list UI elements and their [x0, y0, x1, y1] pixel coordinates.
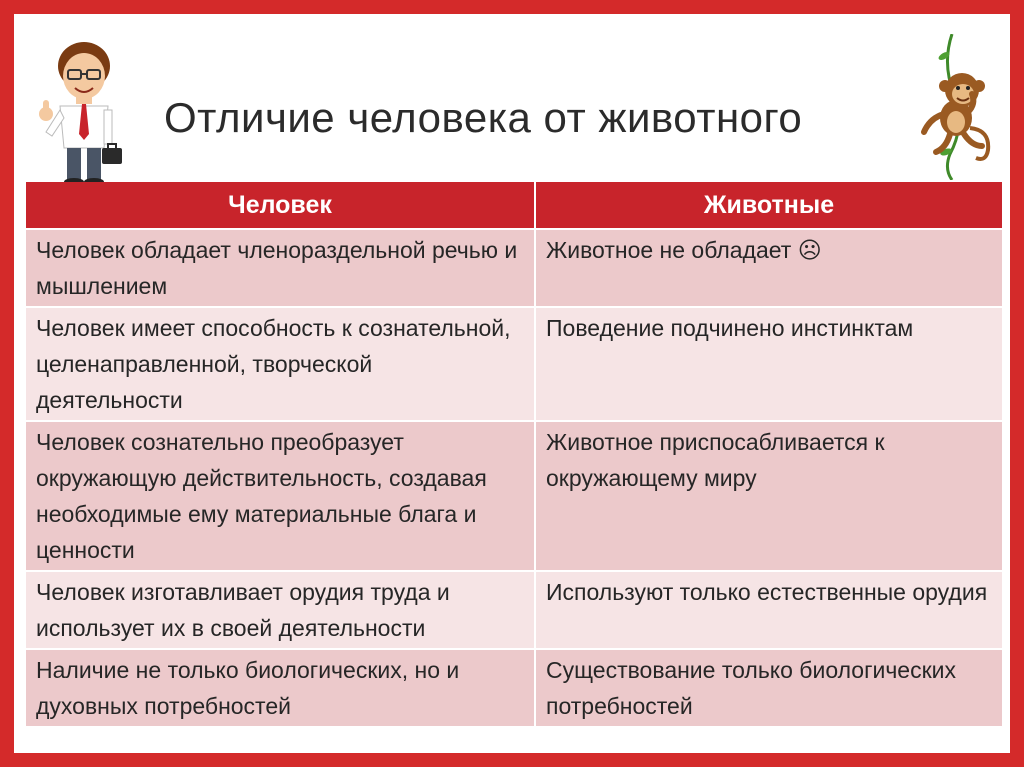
slide-title: Отличие человека от животного — [164, 94, 803, 141]
header-human: Человек — [26, 182, 535, 229]
table-row — [26, 571, 1002, 649]
cell-animal: Животное не обладает ☹ — [535, 229, 1002, 307]
cell-human: Наличие не только биологических, но и духовных потребностей — [26, 649, 535, 727]
table-header-row — [26, 182, 1002, 229]
cell-human: Человек имеет способность к сознательной, целенаправленной, творческой деятельности — [26, 307, 535, 421]
table-row — [26, 307, 1002, 421]
table-row — [26, 649, 1002, 727]
cell-human: Человек сознательно преобразует окружающую действительность, создавая необходимые ему материальные блага и ценности — [26, 421, 535, 571]
header-animals: Животные — [535, 182, 1002, 229]
cell-animal: Используют только естественные орудия — [535, 571, 1002, 649]
table-row — [26, 229, 1002, 307]
cell-human: Человек изготавливает орудия труда и использует их в своей деятельности — [26, 571, 535, 649]
cell-human: Человек обладает членораздельной речью и мышлением — [26, 229, 535, 307]
slide — [14, 14, 1010, 753]
cell-animal: Существование только биологических потребностей — [535, 649, 1002, 727]
cell-animal: Животное приспосабливается к окружающему миру — [535, 421, 1002, 571]
table-row — [26, 421, 1002, 571]
man-cartoon-icon — [32, 36, 132, 186]
cell-animal: Поведение подчинено инстинктам — [535, 307, 1002, 421]
comparison-table — [26, 182, 1002, 728]
monkey-cartoon-icon — [906, 34, 994, 180]
